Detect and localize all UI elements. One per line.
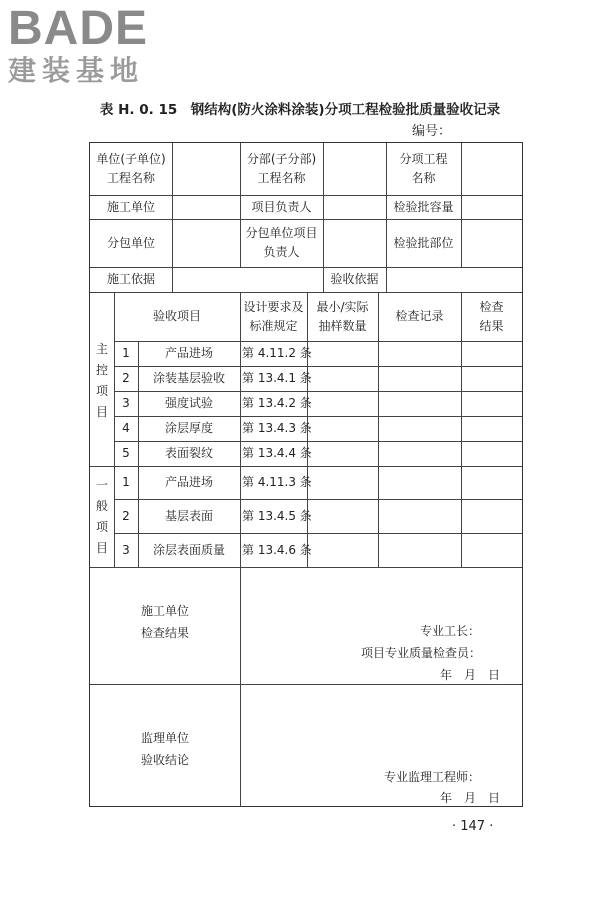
subitem-name-label	[386, 143, 461, 195]
group-char: 项	[95, 384, 108, 398]
record-column-header: 检查记录	[395, 309, 444, 323]
main-item-number: 4	[122, 421, 130, 435]
supervision-label-line2: 验收结论	[140, 753, 189, 767]
sample-column-header	[307, 292, 378, 341]
page-number: · 147 ·	[452, 819, 494, 834]
supervision-check-label	[90, 724, 240, 774]
serial-number-label: 编号：	[412, 124, 452, 139]
col-line	[323, 143, 324, 267]
subitem-name-line1: 分项工程	[399, 152, 448, 166]
col-line	[172, 143, 173, 267]
row-line	[90, 567, 522, 568]
general-item-number: 1	[122, 475, 130, 489]
constructor-label: 施工单位	[106, 199, 155, 214]
general-item-number: 3	[122, 542, 130, 557]
acceptance-record-table	[89, 142, 523, 807]
logo-subtitle: 建装基地	[8, 54, 145, 87]
construction-label-line2: 检查结果	[140, 626, 189, 640]
main-item-spec: 第 4.11.2 条	[242, 346, 312, 360]
main-item-number: 2	[122, 371, 130, 385]
design-header-line1: 设计要求及	[243, 299, 304, 314]
general-item-spec: 第 13.4.6 条	[242, 542, 312, 557]
general-item-spec: 第 4.11.3 条	[242, 475, 312, 489]
construction-check-label	[90, 597, 240, 647]
batch-location-label: 检验批部位	[393, 235, 454, 250]
unit-name-label	[90, 143, 172, 195]
unit-name-line1: 单位(子单位)	[96, 152, 166, 166]
division-name-label	[240, 143, 323, 195]
main-item-name: 产品进场	[164, 346, 213, 360]
result-column-header	[461, 292, 522, 341]
col-line	[172, 267, 173, 292]
construction-date-label: 年 月 日	[440, 667, 501, 682]
quality-inspector-signature-label: 项目专业质量检查员：	[361, 645, 482, 660]
basis-label: 施工依据	[106, 272, 155, 286]
supervising-engineer-signature-label: 专业监理工程师：	[384, 769, 481, 784]
division-name-line2: 工程名称	[257, 171, 306, 185]
unit-name-line2: 工程名称	[106, 171, 155, 185]
page-title: 表 H. 0. 15 钢结构(防火涂料涂装)分项工程检验批质量验收记录	[99, 102, 501, 118]
division-name-line1: 分部(子分部)	[246, 152, 317, 166]
col-line	[461, 143, 462, 267]
main-item-name: 强度试验	[164, 396, 213, 410]
general-item-number: 2	[122, 508, 130, 523]
group-char: 目	[95, 541, 108, 555]
project-manager-label: 项目负责人	[251, 199, 312, 214]
acceptance-basis-label: 验收依据	[330, 272, 379, 286]
main-item-spec: 第 13.4.1 条	[242, 371, 312, 385]
subitem-name-line2: 名称	[411, 171, 436, 185]
main-item-number: 5	[122, 446, 130, 460]
main-item-spec: 第 13.4.3 条	[242, 421, 312, 435]
general-group-label	[90, 475, 114, 559]
logo-brand: BADE	[8, 2, 149, 55]
group-char: 般	[95, 499, 108, 513]
group-char: 主	[95, 342, 108, 356]
sample-header-line2: 抽样数量	[318, 318, 367, 333]
main-item-number: 1	[122, 346, 130, 360]
batch-capacity-label: 检验批容量	[393, 199, 454, 214]
main-item-name: 涂装基层验收	[152, 371, 225, 385]
group-char: 目	[95, 405, 108, 419]
general-item-name: 涂层表面质量	[152, 542, 225, 557]
sub-manager-label	[240, 219, 323, 267]
main-item-name: 涂层厚度	[164, 421, 213, 435]
col-line	[386, 267, 387, 292]
group-char: 控	[95, 363, 108, 377]
foreman-signature-label: 专业工长：	[420, 623, 481, 638]
logo	[8, 4, 178, 86]
design-column-header	[240, 292, 307, 341]
result-header-line2: 结果	[479, 318, 504, 333]
general-item-spec: 第 13.4.5 条	[242, 508, 312, 523]
main-control-group-label	[90, 339, 114, 423]
supervision-date-label: 年 月 日	[440, 790, 501, 805]
construction-label-line1: 施工单位	[140, 604, 189, 618]
design-header-line2: 标准规定	[249, 318, 298, 333]
col-line	[240, 567, 241, 807]
sub-manager-line2: 负责人	[263, 245, 300, 259]
group-char: 一	[95, 478, 108, 492]
general-item-name: 产品进场	[164, 475, 213, 489]
subcontractor-label: 分包单位	[106, 235, 155, 250]
group-char: 项	[95, 520, 108, 534]
general-item-name: 基层表面	[164, 508, 213, 523]
main-item-number: 3	[122, 396, 130, 410]
main-item-spec: 第 13.4.4 条	[242, 446, 312, 460]
sub-manager-line1: 分包单位项目	[245, 226, 318, 240]
result-header-line1: 检查	[479, 299, 504, 314]
item-column-header: 验收项目	[152, 309, 201, 323]
main-item-spec: 第 13.4.2 条	[242, 396, 312, 410]
main-item-name: 表面裂纹	[164, 446, 213, 460]
sample-header-line1: 最小/实际	[316, 299, 369, 314]
supervision-label-line1: 监理单位	[140, 731, 189, 745]
